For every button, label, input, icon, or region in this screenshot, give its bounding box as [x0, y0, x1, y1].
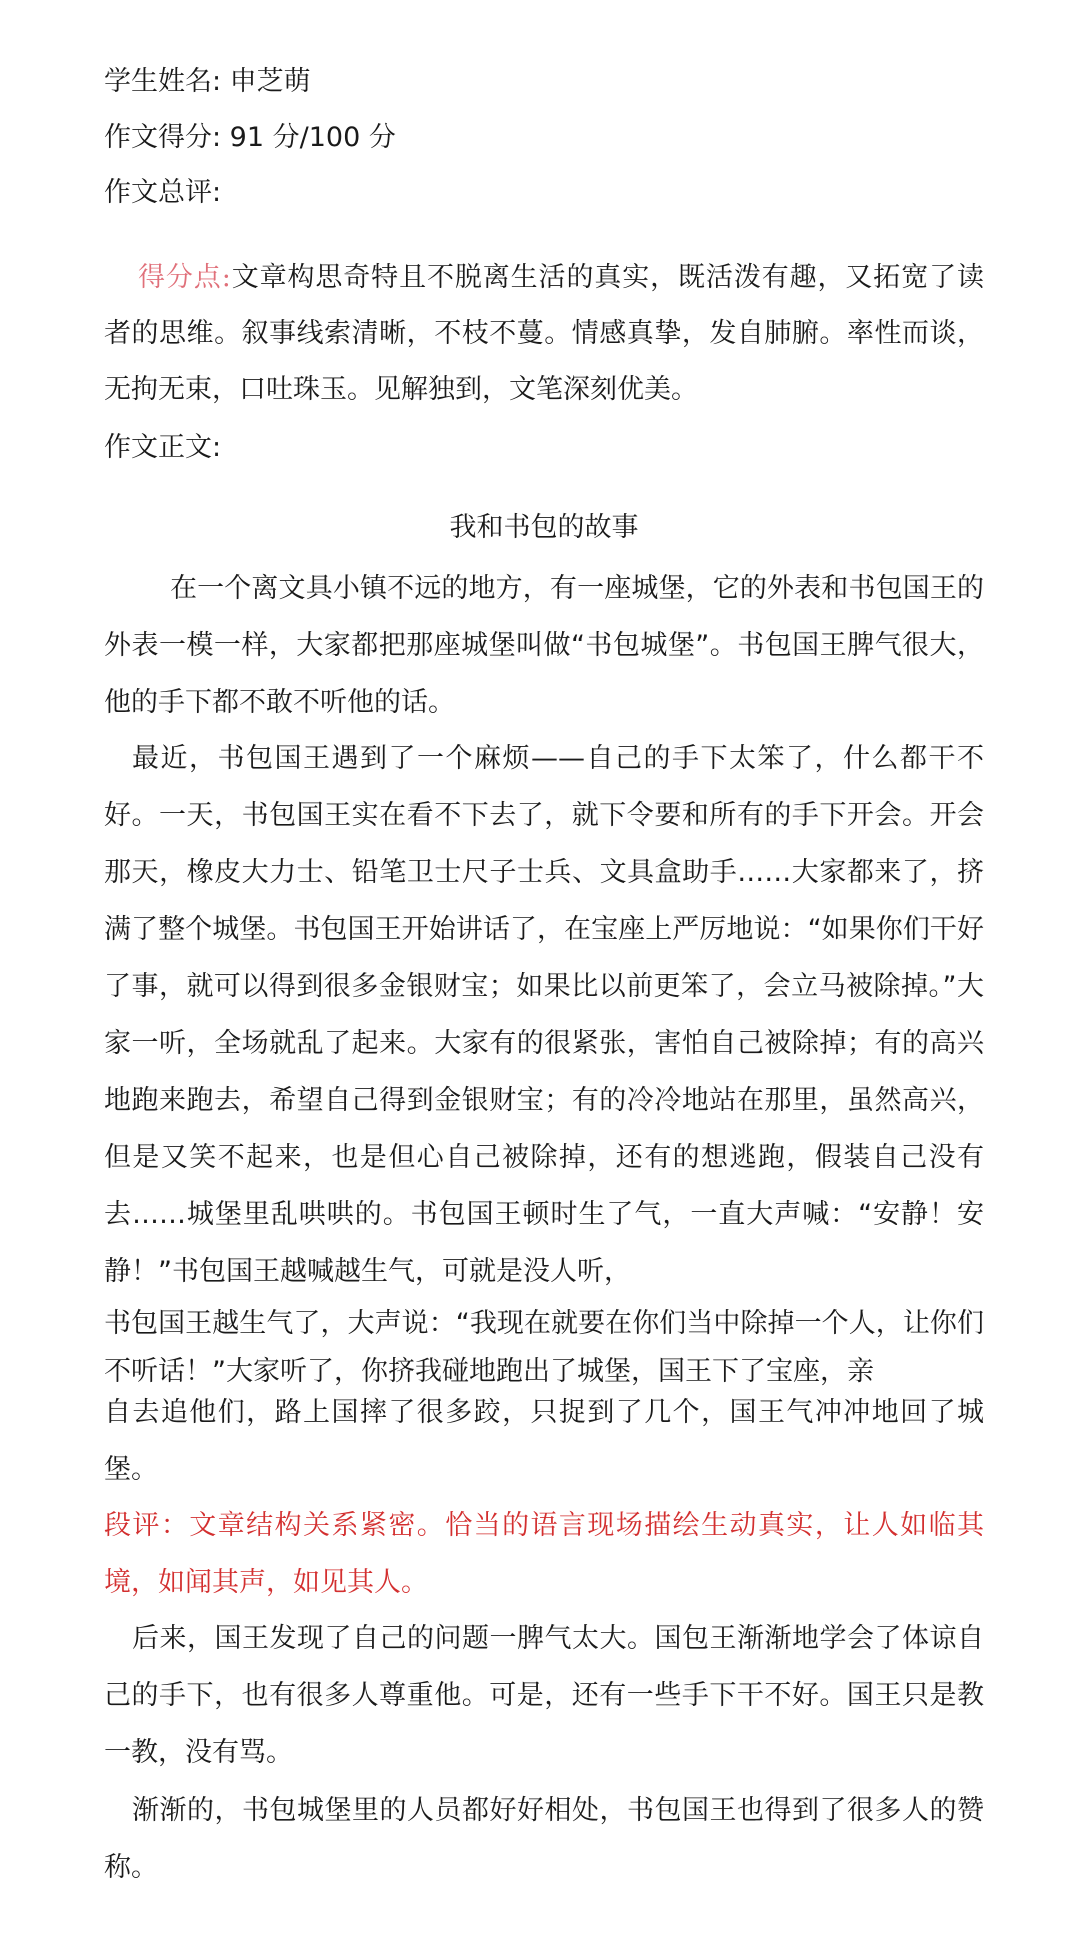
score-point-label: 得分点:: [138, 262, 231, 293]
essay-paragraph-2-end: 自去追他们，路上国摔了很多跤，只捉到了几个，国王气冲冲地回了城堡。: [104, 1397, 984, 1485]
summary-heading: 作文总评:: [104, 177, 222, 208]
essay-title: 我和书包的故事: [449, 512, 639, 543]
paragraph-comment: 段评：文章结构关系紧密。恰当的语言现场描绘生动真实，让人如临其境，如闻其声，如见其人。: [104, 1510, 984, 1598]
student-name: 学生姓名: 申芝萌: [104, 66, 311, 97]
essay-paragraph-1: 在一个离文具小镇不远的地方，有一座城堡，它的外表和书包国王的外表一模一样，大家都把那座城堡叫做“书包城堡”。书包国王脾气很大，他的手下都不敢不听他的话。: [104, 573, 984, 718]
review-paragraph: [104, 250, 984, 418]
essay-paragraph-4: 渐渐的，书包城堡里的人员都好好相处，书包国王也得到了很多人的赞称。: [104, 1795, 984, 1883]
essay-paragraph-2: 最近，书包国王遇到了一个麻烦——自己的手下太笨了，什么都干不好。一天，书包国王实在看不下去了，就下令要和所有的手下开会。开会那天，橡皮大力士、铅笔卫士尺子士兵、文具盒助手……大家都来了，挤满了整个城堡。书包国王开始讲话了，在宝座上严厉地说：“如果你们干好了事，就可以得到很多金银财宝；如果比以前更笨了，会立马被除掉。”大家一听，全场就乱了起来。大家有的很紧张，害怕自己被除掉；有的高兴地跑来跑去，希望自己得到金银财宝；有的冷冷地站在那里，虽然高兴，但是又笑不起来，也是但心自己被除掉，还有的想逃跑，假装自己没有去……城堡里乱哄哄的。书包国王顿时生了气，一直大声喊：“安静！安静！”书包国王越喊越生气，可就是没人听，: [104, 743, 984, 1287]
essay-paragraph-3: 后来，国王发现了自己的问题一脾气太大。国包王渐渐地学会了体谅自己的手下，也有很多人尊重他。可是，还有一些手下干不好。国王只是教一教，没有骂。: [104, 1623, 984, 1768]
body-heading: 作文正文:: [104, 432, 222, 463]
score-point-text: 文章构思奇特且不脱离生活的真实，既活泼有趣，又拓宽了读者的思维。叙事线索清晰，不枝不蔓。情感真挚，发自肺腑。率性而谈，无拘无束，口吐珠玉。见解独到，文笔深刻优美。: [104, 262, 984, 405]
essay-score: 作文得分: 91 分/100 分: [104, 122, 396, 153]
essay-paragraph-2-continued: 书包国王越生气了，大声说：“我现在就要在你们当中除掉一个人，让你们不听话！”大家听了，你挤我碰地跑出了城堡，国王下了宝座，亲: [104, 1308, 984, 1387]
